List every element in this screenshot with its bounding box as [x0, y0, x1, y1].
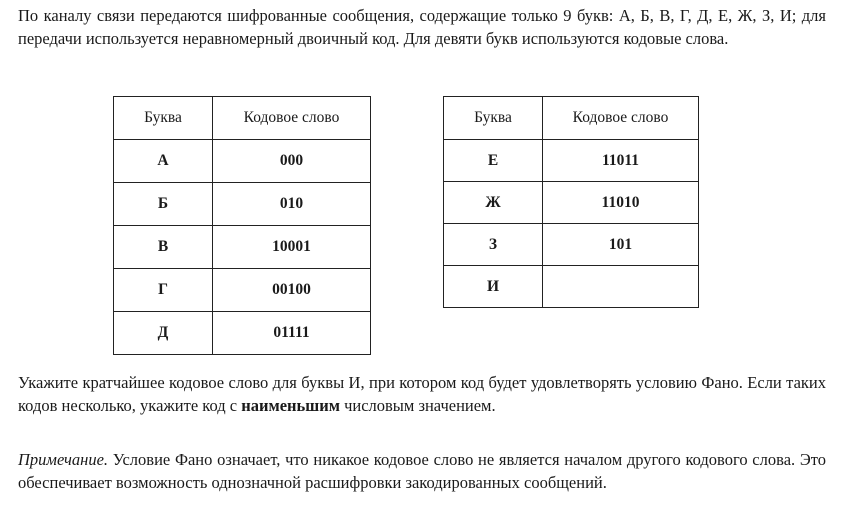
header-codeword: Кодовое слово — [543, 97, 699, 140]
codeword-cell: 10001 — [213, 226, 371, 269]
fano-note — [18, 448, 826, 494]
note-text: Условие Фано означает, что никакое кодовое слово не является началом другого кодового слова. Это обеспечивает возможность однозначной расшифровки закодированных сообщений. — [18, 450, 826, 492]
task-text-end: числовым значением. — [339, 396, 496, 415]
codeword-cell: 11011 — [543, 140, 699, 182]
letter-cell: А — [114, 140, 213, 183]
header-letter: Буква — [114, 97, 213, 140]
code-table-left — [113, 96, 371, 355]
letter-cell: Б — [114, 183, 213, 226]
table-header-row — [444, 97, 699, 140]
codeword-cell: 11010 — [543, 182, 699, 224]
letter-cell: Ж — [444, 182, 543, 224]
table-row — [444, 224, 699, 266]
table-row — [444, 182, 699, 224]
table-header-row — [114, 97, 371, 140]
task-text-start: Укажите кратчайшее кодовое слово для буквы И, при котором код будет удовлетворять условию Фано. Если таких кодов несколько, укажите код с — [18, 373, 826, 415]
letter-cell: В — [114, 226, 213, 269]
table-row — [114, 226, 371, 269]
header-letter: Буква — [444, 97, 543, 140]
letter-cell: Е — [444, 140, 543, 182]
table-row — [444, 140, 699, 182]
codeword-cell: 01111 — [213, 312, 371, 355]
codeword-cell-empty — [543, 266, 699, 308]
table-row — [114, 140, 371, 183]
table-row — [114, 312, 371, 355]
code-table-right — [443, 96, 699, 308]
letter-cell: З — [444, 224, 543, 266]
letter-cell: И — [444, 266, 543, 308]
codeword-cell: 00100 — [213, 269, 371, 312]
codeword-cell: 000 — [213, 140, 371, 183]
note-label: Примечание. — [18, 450, 109, 469]
codeword-cell: 101 — [543, 224, 699, 266]
problem-intro: По каналу связи передаются шифрованные сообщения, содержащие только 9 букв: А, Б, В, Г, Д, Е, Ж, З, И; для передачи используется неравномерный двоичный код. Для девяти букв используются кодовые слова. — [18, 6, 826, 48]
table-row — [114, 269, 371, 312]
task-question — [18, 371, 826, 417]
table-row — [444, 266, 699, 308]
letter-cell: Г — [114, 269, 213, 312]
codeword-cell: 010 — [213, 183, 371, 226]
table-row — [114, 183, 371, 226]
task-emphasis: наименьшим — [241, 396, 340, 415]
letter-cell: Д — [114, 312, 213, 355]
header-codeword: Кодовое слово — [213, 97, 371, 140]
